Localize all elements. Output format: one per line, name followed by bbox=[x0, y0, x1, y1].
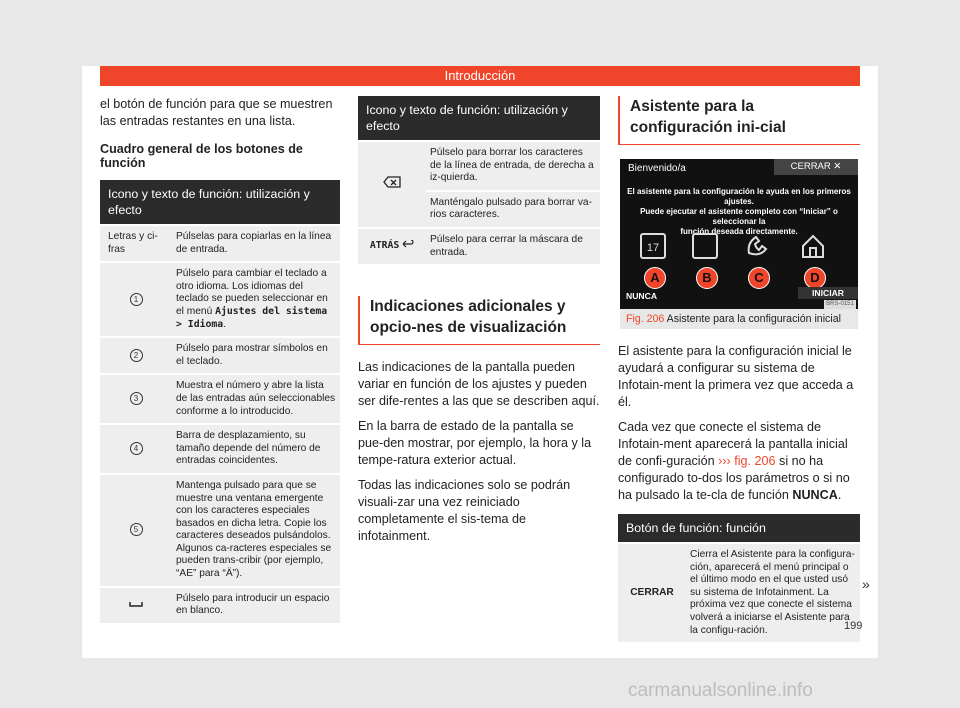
number-5-icon: 5 bbox=[130, 523, 143, 536]
back-arrow-icon bbox=[402, 240, 414, 248]
row-desc: Muestra el número y abre la lista de las entradas aún seleccionables conforme a lo introducido. bbox=[172, 374, 340, 424]
row-key: Letras y ci- fras bbox=[100, 225, 172, 262]
figure-reference-link[interactable]: ››› fig. 206 bbox=[718, 454, 776, 468]
table-row bbox=[358, 141, 600, 191]
row-desc: Púlselo para cerrar la máscara de entrada. bbox=[426, 228, 600, 264]
table-row bbox=[618, 543, 860, 642]
caption-label: Fig. 206 bbox=[626, 313, 665, 325]
radio-icon[interactable] bbox=[692, 233, 718, 259]
setup-buttons-table bbox=[618, 514, 863, 642]
table-row bbox=[100, 262, 340, 337]
table-header: Icono y texto de función: utilización y efecto bbox=[358, 96, 600, 141]
function-buttons-table bbox=[100, 180, 340, 623]
row-desc: Púlselo para mostrar símbolos en el teclado. bbox=[172, 337, 340, 374]
row-desc: Púlselo para cambiar el teclado a otro idioma. Los idiomas del teclado se pueden seleccionar en el menú Ajustes del sistema > Idioma. bbox=[172, 262, 340, 337]
row-desc: Mantenga pulsado para que se muestre una ventana emergente con los caracteres especiales basados en dicha letra. Copie los caracteres deseados pulsándolos. Algunos ca-racteres especiales se pueden trans-cribir (por ejemplo, “AE” para “Ä”). bbox=[172, 474, 340, 587]
function-buttons-table-cont bbox=[358, 96, 600, 264]
number-1-icon: 1 bbox=[130, 293, 143, 306]
page-number: 199 bbox=[844, 620, 863, 632]
menu-path: Ajustes del sistema > Idioma bbox=[176, 305, 328, 330]
paragraph: Todas las indicaciones solo se podrán visuali-zar una vez reiniciado completamente el sis-tema de infotainment. bbox=[358, 478, 571, 544]
callout-d: D bbox=[804, 267, 826, 289]
never-key-label: NUNCA bbox=[792, 488, 838, 502]
table-row bbox=[100, 225, 340, 262]
column-2 bbox=[358, 96, 600, 553]
intro-text: el botón de función para que se muestren las entradas restantes en una lista. bbox=[100, 97, 333, 128]
callout-a: A bbox=[644, 267, 666, 289]
callout-c: C bbox=[748, 267, 770, 289]
row-desc: Manténgalo pulsado para borrar va-rios caracteres. bbox=[426, 191, 600, 228]
number-4-icon: 4 bbox=[130, 442, 143, 455]
section-header: Introducción bbox=[100, 66, 860, 86]
figure-code: BRS-0151 bbox=[824, 300, 856, 309]
home-icon[interactable] bbox=[800, 233, 826, 259]
row-desc: Cierra el Asistente para la configura-ción, aparecerá el menú principal o el último modo en el que usted usó su sistema de Infotainment. La próxima vez que conecte el sistema volverá a iniciarse el Asistente para la configu-ración. bbox=[686, 543, 860, 642]
assistant-message: El asistente para la configuración le ayuda en los primeros ajustes. Puede ejecutar el asistente completo con “Iniciar” o seleccionar la función deseada directamente. bbox=[627, 187, 851, 236]
table-row bbox=[100, 474, 340, 587]
figure-caption: Fig. 206 Asistente para la configuración inicial bbox=[620, 309, 858, 329]
row-key: CERRAR bbox=[618, 543, 686, 642]
watermark: carmanualsonline.info bbox=[628, 680, 813, 701]
continue-mark: » bbox=[862, 576, 870, 592]
paragraph: Las indicaciones de la pantalla pueden variar en función de los ajustes y pueden ser dife-rentes a las que se describen aquí. bbox=[358, 360, 600, 409]
table-header: Icono y texto de función: utilización y efecto bbox=[100, 180, 340, 225]
phone-icon[interactable] bbox=[744, 233, 770, 259]
row-desc: Púlselas para copiarlas en la línea de entrada. bbox=[172, 225, 340, 262]
paragraph: Cada vez que conecte el sistema de Infotain-ment aparecerá la pantalla inicial de confi-guración ››› fig. 206 si no ha configurado to-dos los parámetros o si no ha pulsado la te-cla de función NUNCA. bbox=[618, 420, 850, 502]
row-desc: Púlselo para borrar los caracteres de la línea de entrada, de derecha a iz-quierda. bbox=[426, 141, 600, 191]
row-desc: Barra de desplazamiento, su tamaño depende del número de entradas coincidentes. bbox=[172, 424, 340, 474]
callout-b: B bbox=[696, 267, 718, 289]
space-icon bbox=[129, 601, 143, 607]
row-desc: Púlselo para introducir un espacio en blanco. bbox=[172, 587, 340, 623]
number-2-icon: 2 bbox=[130, 349, 143, 362]
start-button[interactable]: INICIAR bbox=[798, 287, 858, 299]
number-3-icon: 3 bbox=[130, 392, 143, 405]
section-heading-setup: Asistente para la configuración ini-cial bbox=[618, 96, 860, 145]
table-row bbox=[100, 587, 340, 623]
table-row bbox=[100, 337, 340, 374]
close-button[interactable]: CERRAR ✕ bbox=[774, 159, 858, 175]
back-key-label: ATRÁS bbox=[369, 240, 400, 252]
table-subhead: Cuadro general de los botones de función bbox=[100, 142, 303, 170]
column-3 bbox=[618, 96, 863, 642]
column-1 bbox=[100, 96, 340, 623]
calendar-icon[interactable]: 17 bbox=[640, 233, 666, 259]
table-row bbox=[100, 374, 340, 424]
paragraph: En la barra de estado de la pantalla se pue-den mostrar, por ejemplo, la hora y la tempe-ratura exterior actual. bbox=[358, 419, 592, 468]
table-row bbox=[358, 228, 600, 264]
backspace-icon bbox=[383, 176, 401, 188]
section-heading-display: Indicaciones adicionales y opcio-nes de visualización bbox=[358, 296, 600, 345]
never-button[interactable]: NUNCA bbox=[626, 291, 658, 301]
table-row bbox=[100, 424, 340, 474]
paragraph: El asistente para la configuración inicial le ayudará a configurar su sistema de Infotain-ment la primera vez que acceda a él. bbox=[618, 344, 854, 409]
table-header: Botón de función: función bbox=[618, 514, 860, 543]
setup-screen-figure bbox=[620, 159, 858, 309]
welcome-title: Bienvenido/a bbox=[628, 163, 686, 174]
